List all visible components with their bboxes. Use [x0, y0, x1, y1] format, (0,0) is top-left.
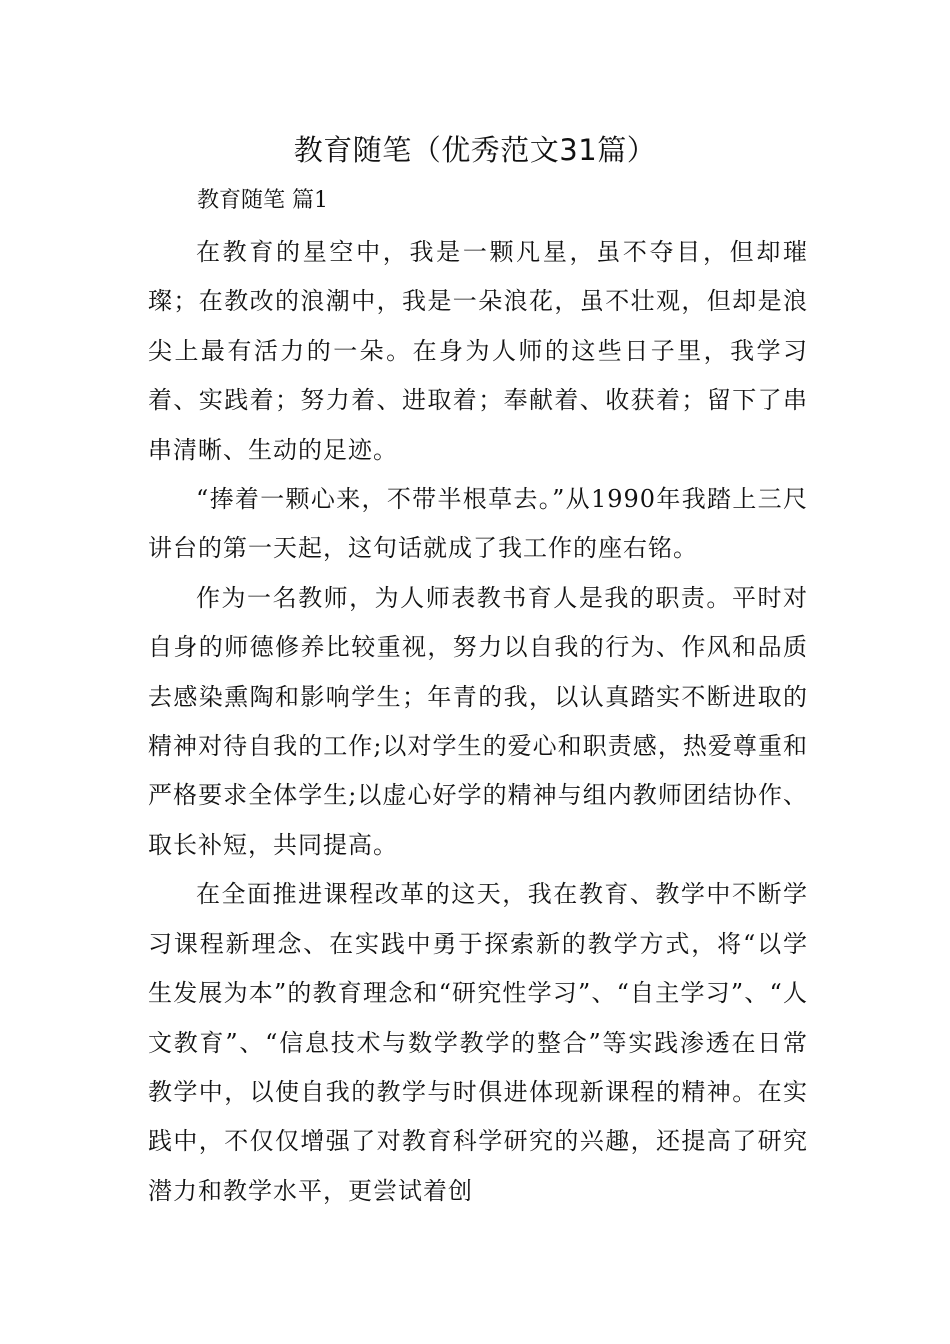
paragraph: 作为一名教师，为人师表教书育人是我的职责。平时对自身的师德修养比较重视，努力以自我的行为、作风和品质去感染熏陶和影响学生；年青的我，以认真踏实不断进取的精神对待自我的工作;以对学生的爱心和职责感，热爱尊重和严格要求全体学生;以虚心好学的精神与组内教师团结协作、取长补短，共同提高。 [148, 583, 808, 859]
paragraph: 在教育的星空中，我是一颗凡星，虽不夺目，但却璀璨；在教改的浪潮中，我是一朵浪花，虽不壮观，但却是浪尖上最有活力的一朵。在身为人师的这些日子里，我学习着、实践着；努力着、进取着；奉献着、收获着；留下了串串清晰、生动的足迹。 [148, 238, 808, 464]
section-heading: 教育随笔 篇1 [197, 188, 328, 213]
paragraph: “捧着一颗心来，不带半根草去。”从1990年我踏上三尺讲台的第一天起，这句话就成了我工作的座右铭。 [148, 485, 808, 563]
document-title: 教育随笔（优秀范文31篇） [293, 133, 657, 167]
paragraph: 在全面推进课程改革的这天，我在教育、教学中不断学习课程新理念、在实践中勇于探索新的教学方式，将“以学生发展为本”的教育理念和“研究性学习”、“自主学习”、“人文教育”、“信息技术与数学教学的整合”等实践渗透在日常教学中，以使自我的教学与时俱进体现新课程的精神。在实践中，不仅仅增强了对教育科学研究的兴趣，还提高了研究潜力和教学水平，更尝试着创 [148, 880, 808, 1205]
body-text [148, 228, 808, 1216]
